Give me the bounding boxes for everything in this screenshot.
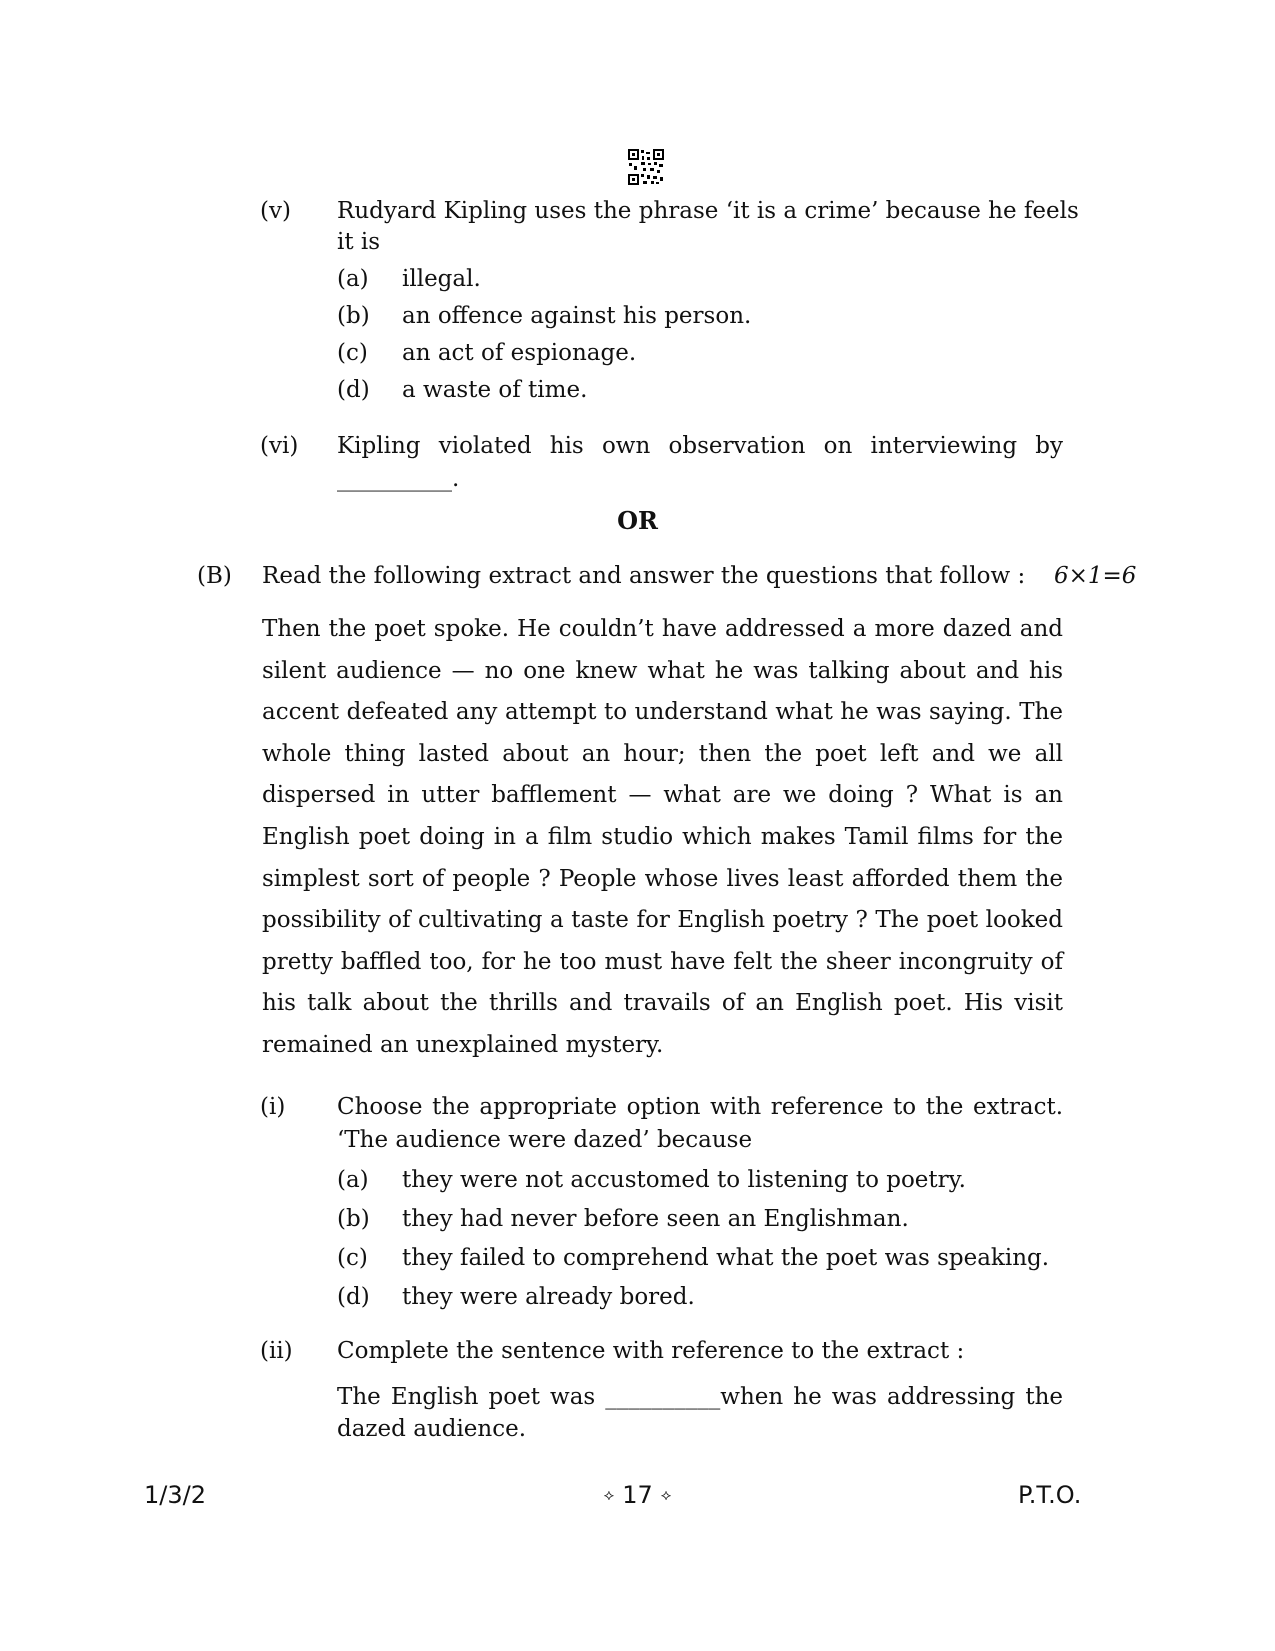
extract-line: pretty baffled too, for he too must have felt the sheer incongruity of: [262, 948, 1063, 975]
question-number: (vi): [260, 433, 299, 459]
extract-line: accent defeated any attempt to understand what he was saying. The: [262, 699, 1063, 726]
question-text: Rudyard Kipling uses the phrase ‘it is a crime’ because he feels: [337, 198, 1079, 224]
option-text: they were not accustomed to listening to poetry.: [402, 1167, 966, 1193]
option-label: (a): [337, 266, 369, 292]
option-text: they were already bored.: [402, 1284, 695, 1310]
extract-line: English poet doing in a film studio which makes Tamil films for the: [262, 823, 1063, 850]
section-label: (B): [197, 563, 232, 589]
extract-passage: [262, 609, 1063, 1067]
option-label: (d): [337, 377, 370, 403]
ornament-icon: ⟡: [660, 1485, 672, 1504]
option-label: (a): [337, 1167, 369, 1193]
extract-line: silent audience — no one knew what he was talking about and his: [262, 657, 1063, 684]
extract-line: Then the poet spoke. He couldn’t have addressed a more dazed and: [262, 616, 1063, 642]
option-text: they failed to comprehend what the poet was speaking.: [402, 1245, 1050, 1271]
extract-line: his talk about the thrills and travails of an English poet. His visit: [262, 990, 1063, 1017]
question-text: dazed audience.: [337, 1416, 527, 1442]
question-number: (v): [260, 198, 291, 224]
option-label: (c): [337, 1245, 368, 1271]
option-text: an act of espionage.: [402, 340, 637, 366]
marks-label: 6×1=6: [1054, 563, 1137, 589]
ornament-icon: ⟡: [603, 1485, 615, 1504]
extract-line: simplest sort of people ? People whose lives least afforded them the: [262, 865, 1063, 892]
option-text: they had never before seen an Englishman.: [402, 1206, 909, 1232]
qr-code-icon: [628, 149, 664, 185]
option-label: (b): [337, 303, 370, 329]
question-text: Kipling violated his own observation on interviewing by: [337, 433, 1063, 459]
question-number: (ii): [260, 1338, 293, 1364]
question-text: Choose the appropriate option with reference to the extract.: [337, 1094, 1063, 1120]
option-text: illegal.: [402, 266, 481, 292]
page-number: [0, 1480, 1275, 1510]
extract-line: dispersed in utter bafflement — what are we doing ? What is an: [262, 782, 1063, 809]
page-number-text: 17: [622, 1481, 653, 1509]
paper-code: 1/3/2: [144, 1481, 206, 1509]
question-text: ‘The audience were dazed’ because: [337, 1127, 753, 1153]
extract-line: remained an unexplained mystery.: [262, 1031, 664, 1058]
question-text: it is: [337, 229, 381, 255]
option-label: (b): [337, 1206, 370, 1232]
or-divider: OR: [617, 506, 658, 535]
section-instruction: Read the following extract and answer the questions that follow :: [262, 563, 1026, 589]
question-number: (i): [260, 1094, 286, 1120]
option-label: (d): [337, 1284, 370, 1310]
question-text: The English poet was __________when he was addressing the: [337, 1384, 1063, 1410]
option-label: (c): [337, 340, 368, 366]
pto-label: P.T.O.: [1018, 1481, 1082, 1509]
question-text: Complete the sentence with reference to the extract :: [337, 1338, 965, 1364]
option-text: an offence against his person.: [402, 303, 752, 329]
option-text: a waste of time.: [402, 377, 588, 403]
extract-line: possibility of cultivating a taste for English poetry ? The poet looked: [262, 907, 1063, 934]
extract-line: whole thing lasted about an hour; then the poet left and we all: [262, 740, 1063, 767]
answer-blank: __________.: [337, 466, 460, 492]
